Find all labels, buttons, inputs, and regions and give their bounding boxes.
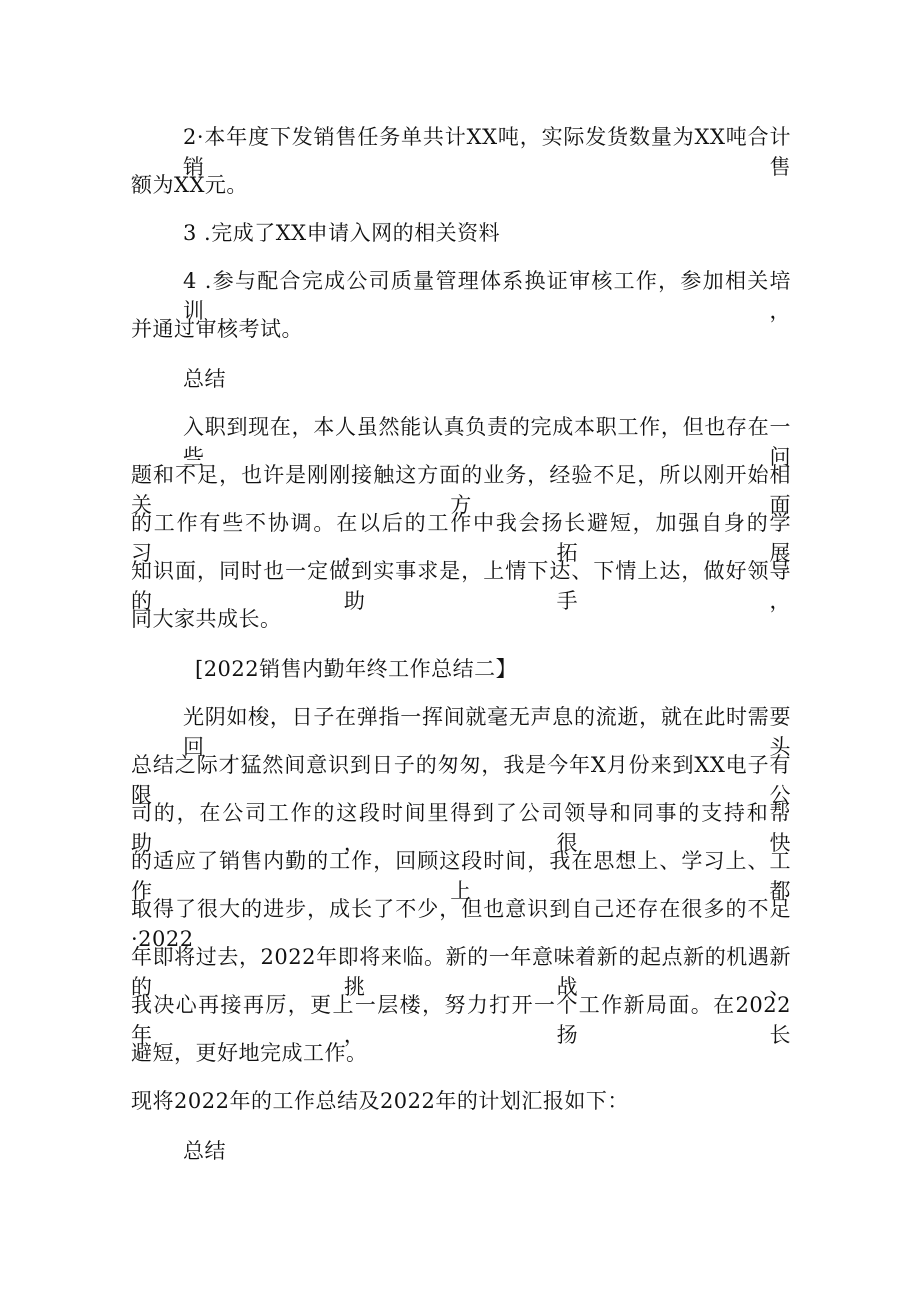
list-item-3: 3 .完成了XX申请入网的相关资料 xyxy=(183,221,501,245)
paragraph-line: 取得了很大的进步，成长了不少，但也意识到自己还存在很多的不足·2022 xyxy=(131,897,791,951)
paragraph-line: 的工作有些不协调。在以后的工作中我会扬长避短，加强自身的学习，拓展 xyxy=(131,511,791,565)
paragraph-line: 年即将过去，2022年即将来临。新的一年意味着新的起点新的机遇新的挑战、 xyxy=(131,945,791,999)
section-heading-summary: 总结 xyxy=(183,367,226,391)
paragraph-line: 的适应了销售内勤的工作，回顾这段时间，我在思想上、学习上、工作上都 xyxy=(131,849,791,903)
paragraph-line: 并通过审核考试。 xyxy=(131,317,303,341)
paragraph-line: 司的，在公司工作的这段时间里得到了公司领导和同事的支持和帮助，很快 xyxy=(131,801,791,855)
paragraph-line: 额为XX元。 xyxy=(131,173,248,197)
paragraph-line: 2·本年度下发销售任务单共计XX吨，实际发货数量为XX吨合计销售 xyxy=(183,125,791,179)
paragraph-line: 我决心再接再厉，更上一层楼，努力打开一个工作新局面。在2022年，扬长 xyxy=(131,993,791,1047)
paragraph-line: 知识面，同时也一定做到实事求是，上情下达、下情上达，做好领导的助手， xyxy=(131,559,791,613)
paragraph-line: 光阴如梭，日子在弹指一挥间就毫无声息的流逝，就在此时需要回头 xyxy=(183,705,791,759)
paragraph-line: 避短，更好地完成工作。 xyxy=(131,1041,368,1065)
paragraph-line: 同大家共成长。 xyxy=(131,607,282,631)
paragraph-line: 总结之际才猛然间意识到日子的匆匆，我是今年X月份来到XX电子有限公 xyxy=(131,753,791,807)
list-item-4: 4 .参与配合完成公司质量管理体系换证审核工作，参加相关培训， xyxy=(183,269,791,323)
section-heading-summary: 总结 xyxy=(183,1139,226,1163)
article-heading: [2022销售内勤年终工作总结二】 xyxy=(195,657,518,681)
paragraph-line: 题和不足，也许是刚刚接触这方面的业务，经验不足，所以刚开始相关方面 xyxy=(131,463,791,517)
paragraph-line: 入职到现在，本人虽然能认真负责的完成本职工作，但也存在一些问 xyxy=(183,415,791,469)
paragraph-line: 现将2022年的工作总结及2022年的计划汇报如下： xyxy=(131,1089,629,1113)
